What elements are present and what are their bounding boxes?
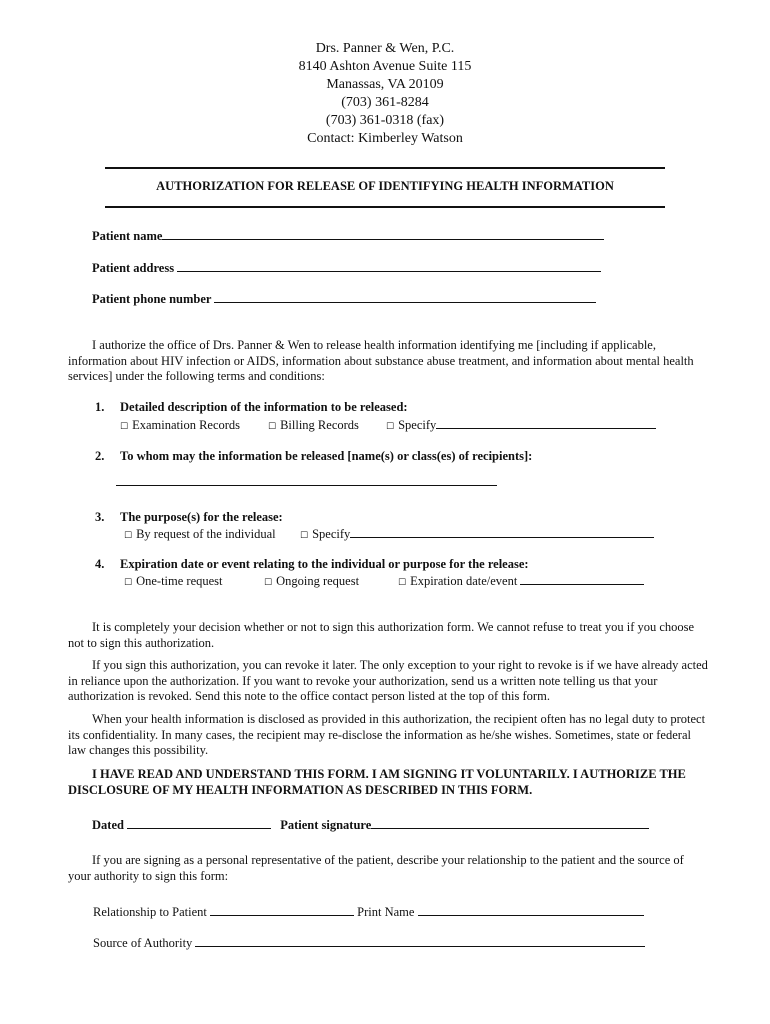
dated-field[interactable] xyxy=(127,816,271,829)
relationship-label: Relationship to Patient xyxy=(93,905,207,919)
dated-label: Dated xyxy=(92,818,124,832)
specify-info-field[interactable] xyxy=(436,416,656,429)
checkbox-icon[interactable]: ☐ xyxy=(124,531,133,541)
patient-phone-label: Patient phone number xyxy=(92,292,212,306)
patient-address-label: Patient address xyxy=(92,261,175,275)
print-name-label: Print Name xyxy=(357,905,415,919)
revoke-paragraph: If you sign this authorization, you can revoke it later. The only exception to your right to revoke is if we have already acted in reliance upon the authorization. If you want to revoke your authorization, send us a written note telling us that your authorization is revoked. Send this note to the office contact person listed at the top of this form. xyxy=(68,658,708,703)
representative-intro: If you are signing as a personal representative of the patient, describe your relationship to the patient and the source of your authority to sign this form: xyxy=(68,853,684,883)
checkbox-icon[interactable]: ☐ xyxy=(268,422,277,432)
specify-purpose-field[interactable] xyxy=(350,525,654,538)
patient-name-row xyxy=(92,227,604,244)
decision-paragraph: It is completely your decision whether or not to sign this authorization form. We cannot refuse to treat you if you choose not to sign this authorization. xyxy=(68,620,695,650)
patient-phone-row xyxy=(92,290,596,307)
option-one-time[interactable]: ☐ One-time request xyxy=(124,574,223,588)
item-4-number: 4. xyxy=(95,557,105,571)
patient-name-field[interactable] xyxy=(162,227,604,240)
item-4-title: Expiration date or event relating to the individual or purpose for the release: xyxy=(120,557,529,571)
item-3-number: 3. xyxy=(95,510,105,524)
title-rule-bottom xyxy=(105,206,665,208)
practice-address-line2: Manassas, VA 20109 xyxy=(326,77,444,92)
patient-signature-label: Patient signature xyxy=(280,818,372,832)
option-by-request[interactable]: ☐ By request of the individual xyxy=(124,527,276,541)
checkbox-icon[interactable]: ☐ xyxy=(300,531,309,541)
patient-address-field[interactable] xyxy=(177,259,601,272)
print-name-field[interactable] xyxy=(418,903,644,916)
practice-fax: (703) 361-0318 (fax) xyxy=(325,113,445,128)
practice-name: Drs. Panner & Wen, P.C. xyxy=(315,41,455,56)
checkbox-icon[interactable]: ☐ xyxy=(120,422,129,432)
item-1-number: 1. xyxy=(95,400,105,414)
checkbox-icon[interactable]: ☐ xyxy=(398,578,407,588)
authorization-intro: I authorize the office of Drs. Panner & Wen to release health information identifying me [including if applicable, information about HIV infection or AIDS, information about substance abuse treatment, and information about mental health services] under the following terms and conditions: xyxy=(68,338,694,383)
expiration-date-field[interactable] xyxy=(520,572,644,585)
patient-signature-field[interactable] xyxy=(371,816,649,829)
disclosure-paragraph: When your health information is disclosed as provided in this authorization, the recipient often has no legal duty to protect its confidentiality. In many cases, the recipient may re-disclose the information as he/she wishes. Sometimes, state or federal law changes this possibility. xyxy=(68,712,706,757)
relationship-row xyxy=(93,903,644,920)
authority-label: Source of Authority xyxy=(93,936,193,950)
item-2-title: To whom may the information be released [name(s) or class(es) of recipients]: xyxy=(120,449,533,463)
form-title: AUTHORIZATION FOR RELEASE OF IDENTIFYING HEALTH INFORMATION xyxy=(156,179,614,193)
practice-address-line1: 8140 Ashton Avenue Suite 115 xyxy=(298,59,472,74)
item-4-options xyxy=(124,572,644,589)
item-3-options xyxy=(124,525,654,542)
patient-address-row xyxy=(92,259,601,276)
item-3-title: The purpose(s) for the release: xyxy=(120,510,283,524)
checkbox-icon[interactable]: ☐ xyxy=(264,578,273,588)
signature-row xyxy=(92,816,649,833)
item-2-number: 2. xyxy=(95,449,105,463)
option-ongoing[interactable]: ☐ Ongoing request xyxy=(264,574,360,588)
authority-row xyxy=(93,934,645,951)
practice-contact: Contact: Kimberley Watson xyxy=(307,131,463,146)
checkbox-icon[interactable]: ☐ xyxy=(386,422,395,432)
patient-name-label: Patient name xyxy=(92,229,163,243)
option-specify-info[interactable]: ☐ Specify xyxy=(386,416,656,433)
recipients-field-row xyxy=(116,473,497,490)
acknowledgement-paragraph: I HAVE READ AND UNDERSTAND THIS FORM. I AM SIGNING IT VOLUNTARILY. I AUTHORIZE THE DISCLOSURE OF MY HEALTH INFORMATION AS DESCRIBED IN THIS FORM. xyxy=(68,767,686,797)
option-examination-records[interactable]: ☐ Examination Records xyxy=(120,418,241,432)
title-rule-top xyxy=(105,167,665,169)
patient-phone-field[interactable] xyxy=(214,290,596,303)
option-expiration-date[interactable]: ☐ Expiration date/event xyxy=(398,572,644,589)
relationship-field[interactable] xyxy=(210,903,354,916)
item-1-options xyxy=(120,416,656,433)
option-specify-purpose[interactable]: ☐ Specify xyxy=(300,525,654,542)
authority-field[interactable] xyxy=(195,934,645,947)
practice-phone: (703) 361-8284 xyxy=(341,95,429,110)
item-1-title: Detailed description of the information to be released: xyxy=(120,400,408,414)
recipients-field[interactable] xyxy=(116,473,497,486)
checkbox-icon[interactable]: ☐ xyxy=(124,578,133,588)
option-billing-records[interactable]: ☐ Billing Records xyxy=(268,418,359,432)
